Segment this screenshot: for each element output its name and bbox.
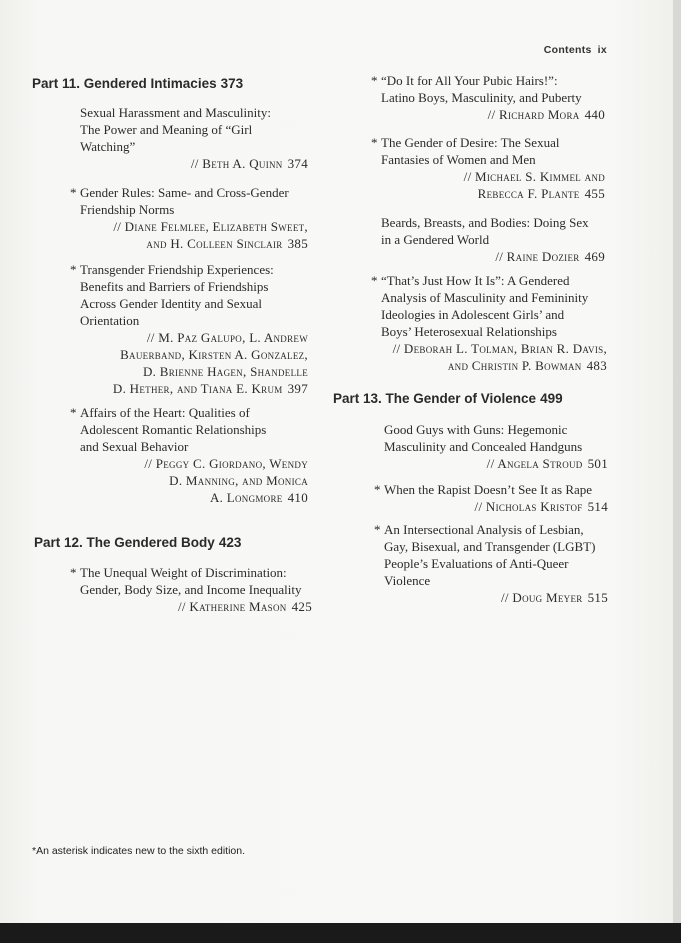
toc-entry — [374, 481, 608, 515]
entry-title-line: * An Intersectional Analysis of Lesbian, — [374, 522, 584, 537]
header-label: Contents — [543, 44, 592, 56]
entry-title-line: Across Gender Identity and Sexual — [80, 296, 262, 311]
toc-entry — [381, 214, 605, 265]
toc-entry — [371, 272, 607, 374]
entry-author-line: D. Hether, and Tiana E. Krum 397 — [112, 381, 308, 396]
page-edge — [673, 0, 681, 943]
entry-title-line: Violence — [384, 573, 431, 588]
entry-title-line: * Transgender Friendship Experiences: — [70, 262, 274, 277]
entry-author-line: // Beth A. Quinn 374 — [190, 156, 308, 171]
entry-page-number: 397 — [287, 381, 308, 396]
new-asterisk: * — [70, 262, 77, 277]
toc-entry — [384, 421, 608, 472]
toc-entry — [371, 134, 605, 202]
entry-title-line: Good Guys with Guns: Hegemonic — [384, 422, 568, 437]
entry-title-line: Benefits and Barriers of Friendships — [80, 279, 269, 294]
entry-author-line: // Diane Felmlee, Elizabeth Sweet, — [113, 219, 308, 234]
entry-title-line: Sexual Harassment and Masculinity: — [80, 105, 271, 120]
part-12-heading: Part 12. The Gendered Body 423 — [34, 535, 242, 550]
entry-page-number: 440 — [584, 107, 605, 122]
toc-entry — [80, 104, 308, 172]
new-asterisk: * — [371, 273, 378, 288]
entry-author-line: D. Manning, and Monica — [169, 473, 308, 488]
part-11-heading: Part 11. Gendered Intimacies 373 — [32, 76, 244, 91]
part-13-heading: Part 13. The Gender of Violence 499 — [333, 391, 563, 406]
entry-title-line: * The Gender of Desire: The Sexual — [371, 135, 560, 150]
entry-author-line: Bauerband, Kirsten A. Gonzalez, — [120, 347, 308, 362]
entry-title-line: Adolescent Romantic Relationships — [80, 422, 267, 437]
entry-title-line: Ideologies in Adolescent Girls’ and — [381, 307, 565, 322]
entry-title-line: Gay, Bisexual, and Transgender (LGBT) — [384, 539, 596, 554]
entry-title-line: Boys’ Heterosexual Relationships — [381, 324, 557, 339]
entry-title-line: in a Gendered World — [381, 232, 490, 247]
entry-title-line: * “That’s Just How It Is”: A Gendered — [371, 273, 570, 288]
entry-author-line: A. Longmore 410 — [209, 490, 308, 505]
toc-entry — [70, 564, 312, 615]
entry-page-number: 374 — [287, 156, 308, 171]
entry-author-line: D. Brienne Hagen, Shandelle — [142, 364, 308, 379]
scan-border — [0, 923, 681, 943]
entry-page-number: 501 — [587, 456, 608, 471]
entry-author-line: // Richard Mora 440 — [487, 107, 605, 122]
entry-page-number: 483 — [586, 358, 607, 373]
entry-page-number: 410 — [287, 490, 308, 505]
entry-author-line: // Doug Meyer 515 — [501, 590, 608, 605]
toc-entry — [371, 72, 605, 123]
new-asterisk: * — [70, 565, 77, 580]
new-asterisk: * — [371, 135, 378, 150]
entry-page-number: 425 — [291, 599, 312, 614]
new-asterisk: * — [70, 185, 77, 200]
entry-author-line: // Nicholas Kristof 514 — [474, 499, 608, 514]
entry-author-line: // M. Paz Galupo, L. Andrew — [146, 330, 308, 345]
entry-title-line: Gender, Body Size, and Income Inequality — [80, 582, 302, 597]
footnote: *An asterisk indicates new to the sixth edition. — [32, 845, 246, 857]
entry-title-line: * When the Rapist Doesn’t See It as Rape — [374, 482, 593, 497]
entry-author-line: and H. Colleen Sinclair 385 — [146, 236, 308, 251]
entry-author-line: // Katherine Mason 425 — [178, 599, 312, 614]
entry-page-number: 514 — [587, 499, 608, 514]
entry-page-number: 455 — [584, 186, 605, 201]
entry-title-line: Masculinity and Concealed Handguns — [384, 439, 583, 454]
entry-author-line: // Angela Stroud 501 — [486, 456, 608, 471]
entry-title-line: Latino Boys, Masculinity, and Puberty — [381, 90, 582, 105]
entry-author-line: // Raine Dozier 469 — [495, 249, 605, 264]
entry-author-line: // Michael S. Kimmel and — [463, 169, 605, 184]
entry-title-line: Analysis of Masculinity and Femininity — [381, 290, 589, 305]
header-page-number: ix — [597, 44, 607, 56]
entry-title-line: The Power and Meaning of “Girl — [80, 122, 253, 137]
entry-title-line: * Gender Rules: Same- and Cross-Gender — [70, 185, 289, 200]
entry-page-number: 469 — [584, 249, 605, 264]
entry-page-number: 515 — [587, 590, 608, 605]
entry-title-line: People’s Evaluations of Anti-Queer — [384, 556, 569, 571]
entry-title-line: and Sexual Behavior — [80, 439, 189, 454]
toc-entry — [70, 404, 308, 506]
entry-title-line: * “Do It for All Your Pubic Hairs!”: — [371, 73, 558, 88]
entry-title-line: Beards, Breasts, and Bodies: Doing Sex — [381, 215, 589, 230]
entry-title-line: Orientation — [80, 313, 140, 328]
entry-author-line: // Peggy C. Giordano, Wendy — [144, 456, 308, 471]
toc-entry — [70, 184, 308, 252]
new-asterisk: * — [70, 405, 77, 420]
entry-author-line: and Christin P. Bowman 483 — [447, 358, 607, 373]
running-header — [544, 44, 607, 56]
entry-author-line: // Deborah L. Tolman, Brian R. Davis, — [392, 341, 607, 356]
entry-title-line: * The Unequal Weight of Discrimination: — [70, 565, 287, 580]
new-asterisk: * — [374, 482, 381, 497]
entry-title-line: Watching” — [80, 139, 136, 154]
entry-title-line: * Affairs of the Heart: Qualities of — [70, 405, 250, 420]
entry-title-line: Fantasies of Women and Men — [381, 152, 536, 167]
toc-entry — [374, 521, 608, 606]
new-asterisk: * — [371, 73, 378, 88]
entry-page-number: 385 — [287, 236, 308, 251]
new-asterisk: * — [374, 522, 381, 537]
toc-entry — [70, 261, 308, 397]
entry-title-line: Friendship Norms — [80, 202, 175, 217]
entry-author-line: Rebecca F. Plante 455 — [477, 186, 605, 201]
